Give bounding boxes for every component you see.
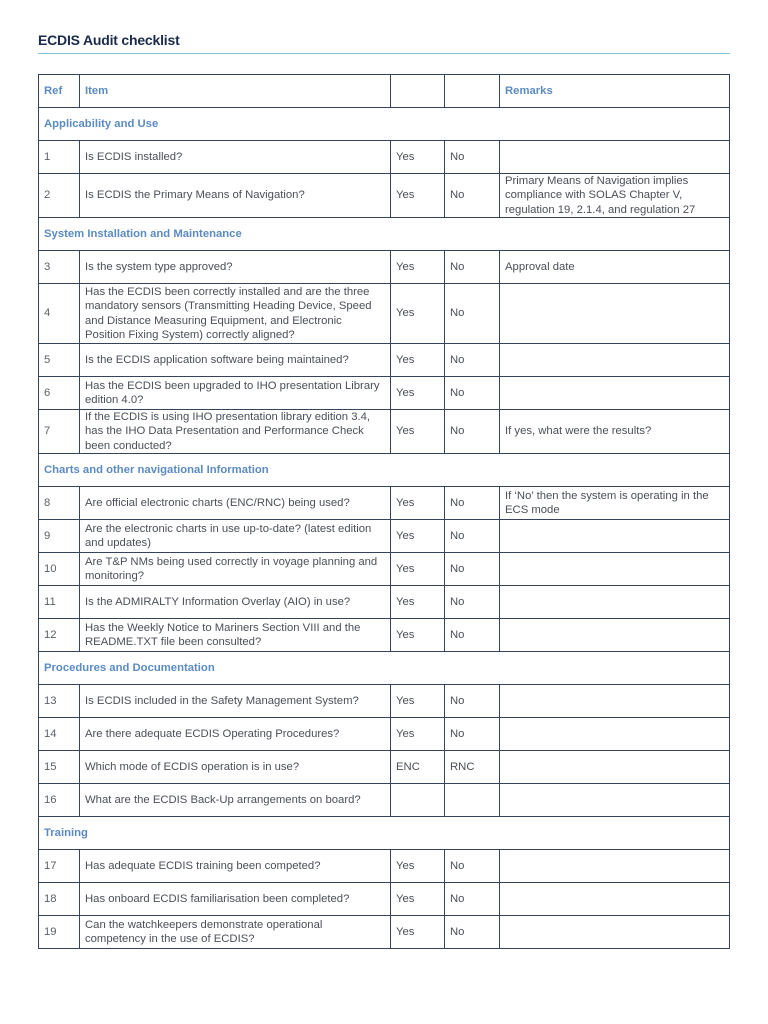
row-ref: 6: [39, 377, 80, 410]
row-ref: 19: [39, 916, 80, 949]
table-row: [39, 784, 730, 817]
table-row: [39, 174, 730, 218]
page-title: ECDIS Audit checklist: [38, 32, 180, 48]
row-remarks[interactable]: [500, 784, 730, 817]
title-divider: [38, 53, 730, 54]
row-ref: 13: [39, 685, 80, 718]
row-item: Are official electronic charts (ENC/RNC) being used?: [80, 487, 391, 520]
table-row: [39, 410, 730, 454]
row-ref: 7: [39, 410, 80, 454]
row-item: Are the electronic charts in use up-to-date? (latest edition and updates): [80, 520, 391, 553]
table-row: [39, 284, 730, 344]
table-row: [39, 718, 730, 751]
row-item: Is the ECDIS application software being maintained?: [80, 344, 391, 377]
table-row: [39, 520, 730, 553]
header-item: Item: [80, 75, 391, 108]
section-title: System Installation and Maintenance: [39, 218, 730, 251]
row-item: Is ECDIS installed?: [80, 141, 391, 174]
row-no[interactable]: No: [445, 487, 500, 520]
table-row: [39, 619, 730, 652]
row-yes[interactable]: Yes: [391, 141, 445, 174]
row-item: Are T&P NMs being used correctly in voyage planning and monitoring?: [80, 553, 391, 586]
row-ref: 3: [39, 251, 80, 284]
table-header-row: [39, 75, 730, 108]
row-no[interactable]: No: [445, 251, 500, 284]
row-item: Which mode of ECDIS operation is in use?: [80, 751, 391, 784]
row-item: Can the watchkeepers demonstrate operational competency in the use of ECDIS?: [80, 916, 391, 949]
row-item: Has onboard ECDIS familiarisation been completed?: [80, 883, 391, 916]
section-row: [39, 454, 730, 487]
row-item: Is ECDIS included in the Safety Management System?: [80, 685, 391, 718]
row-no[interactable]: No: [445, 141, 500, 174]
row-ref: 12: [39, 619, 80, 652]
row-no[interactable]: No: [445, 883, 500, 916]
header-remarks: Remarks: [500, 75, 730, 108]
row-no[interactable]: [445, 784, 500, 817]
row-no[interactable]: No: [445, 174, 500, 218]
row-remarks[interactable]: [500, 850, 730, 883]
row-ref: 1: [39, 141, 80, 174]
table-row: [39, 251, 730, 284]
row-no[interactable]: No: [445, 344, 500, 377]
table-row: [39, 883, 730, 916]
section-title: Charts and other navigational Information: [39, 454, 730, 487]
row-no[interactable]: No: [445, 377, 500, 410]
row-remarks[interactable]: [500, 284, 730, 344]
row-ref: 10: [39, 553, 80, 586]
row-ref: 5: [39, 344, 80, 377]
row-remarks[interactable]: [500, 916, 730, 949]
row-yes[interactable]: ENC: [391, 751, 445, 784]
row-yes[interactable]: Yes: [391, 553, 445, 586]
row-yes[interactable]: Yes: [391, 377, 445, 410]
row-remarks[interactable]: [500, 685, 730, 718]
row-yes[interactable]: [391, 784, 445, 817]
table-row: [39, 916, 730, 949]
row-item: Are there adequate ECDIS Operating Procedures?: [80, 718, 391, 751]
row-remarks[interactable]: [500, 751, 730, 784]
row-no[interactable]: No: [445, 520, 500, 553]
table-row: [39, 141, 730, 174]
row-remarks[interactable]: [500, 141, 730, 174]
table-row: [39, 850, 730, 883]
row-ref: 16: [39, 784, 80, 817]
header-ref: Ref: [39, 75, 80, 108]
section-title: Procedures and Documentation: [39, 652, 730, 685]
row-yes[interactable]: Yes: [391, 718, 445, 751]
row-yes[interactable]: Yes: [391, 586, 445, 619]
row-remarks[interactable]: [500, 520, 730, 553]
row-no[interactable]: No: [445, 916, 500, 949]
table-row: [39, 685, 730, 718]
header-no: [445, 75, 500, 108]
row-no[interactable]: No: [445, 718, 500, 751]
row-yes[interactable]: Yes: [391, 344, 445, 377]
section-row: [39, 108, 730, 141]
row-item: Is the system type approved?: [80, 251, 391, 284]
section-row: [39, 652, 730, 685]
row-yes[interactable]: Yes: [391, 174, 445, 218]
row-yes[interactable]: Yes: [391, 619, 445, 652]
row-no[interactable]: No: [445, 553, 500, 586]
row-item: Has the ECDIS been upgraded to IHO presentation Library edition 4.0?: [80, 377, 391, 410]
row-ref: 2: [39, 174, 80, 218]
table-row: [39, 553, 730, 586]
row-no[interactable]: No: [445, 410, 500, 454]
row-yes[interactable]: Yes: [391, 251, 445, 284]
row-remarks[interactable]: If yes, what were the results?: [500, 410, 730, 454]
row-no[interactable]: No: [445, 850, 500, 883]
table-row: [39, 344, 730, 377]
row-remarks[interactable]: [500, 718, 730, 751]
row-yes[interactable]: Yes: [391, 487, 445, 520]
row-yes[interactable]: Yes: [391, 410, 445, 454]
row-ref: 17: [39, 850, 80, 883]
row-item: What are the ECDIS Back-Up arrangements on board?: [80, 784, 391, 817]
section-title: Applicability and Use: [39, 108, 730, 141]
row-no[interactable]: RNC: [445, 751, 500, 784]
row-remarks[interactable]: [500, 883, 730, 916]
row-remarks[interactable]: [500, 344, 730, 377]
row-ref: 11: [39, 586, 80, 619]
header-yes: [391, 75, 445, 108]
row-remarks[interactable]: If ‘No’ then the system is operating in the ECS mode: [500, 487, 730, 520]
row-item: Has the ECDIS been correctly installed and are the three mandatory sensors (Transmitting Heading Device, Speed and Distance Measuring Equipment, and Electronic Position Fixing System) correctly aligned?: [80, 284, 391, 344]
row-no[interactable]: No: [445, 619, 500, 652]
row-ref: 14: [39, 718, 80, 751]
row-item: Has the Weekly Notice to Mariners Section VIII and the README.TXT file been consulted?: [80, 619, 391, 652]
row-remarks[interactable]: [500, 586, 730, 619]
row-ref: 15: [39, 751, 80, 784]
row-yes[interactable]: Yes: [391, 520, 445, 553]
row-item: If the ECDIS is using IHO presentation library edition 3.4, has the IHO Data Presentation and Performance Check been conducted?: [80, 410, 391, 454]
section-row: [39, 817, 730, 850]
row-remarks[interactable]: [500, 553, 730, 586]
row-remarks[interactable]: Approval date: [500, 251, 730, 284]
table-row: [39, 751, 730, 784]
row-remarks[interactable]: [500, 619, 730, 652]
row-no[interactable]: No: [445, 586, 500, 619]
row-yes[interactable]: Yes: [391, 916, 445, 949]
row-yes[interactable]: Yes: [391, 850, 445, 883]
section-row: [39, 218, 730, 251]
row-no[interactable]: No: [445, 284, 500, 344]
row-ref: 18: [39, 883, 80, 916]
table-row: [39, 487, 730, 520]
row-item: Is ECDIS the Primary Means of Navigation?: [80, 174, 391, 218]
audit-checklist-table: [38, 74, 730, 949]
row-ref: 8: [39, 487, 80, 520]
row-remarks[interactable]: Primary Means of Navigation implies compliance with SOLAS Chapter V, regulation 19, 2.1.4, and regulation 27: [500, 174, 730, 218]
section-title: Training: [39, 817, 730, 850]
row-remarks[interactable]: [500, 377, 730, 410]
row-no[interactable]: No: [445, 685, 500, 718]
row-ref: 9: [39, 520, 80, 553]
table-row: [39, 586, 730, 619]
row-yes[interactable]: Yes: [391, 685, 445, 718]
row-item: Has adequate ECDIS training been competed?: [80, 850, 391, 883]
row-yes[interactable]: Yes: [391, 883, 445, 916]
row-item: Is the ADMIRALTY Information Overlay (AIO) in use?: [80, 586, 391, 619]
row-ref: 4: [39, 284, 80, 344]
row-yes[interactable]: Yes: [391, 284, 445, 344]
table-row: [39, 377, 730, 410]
